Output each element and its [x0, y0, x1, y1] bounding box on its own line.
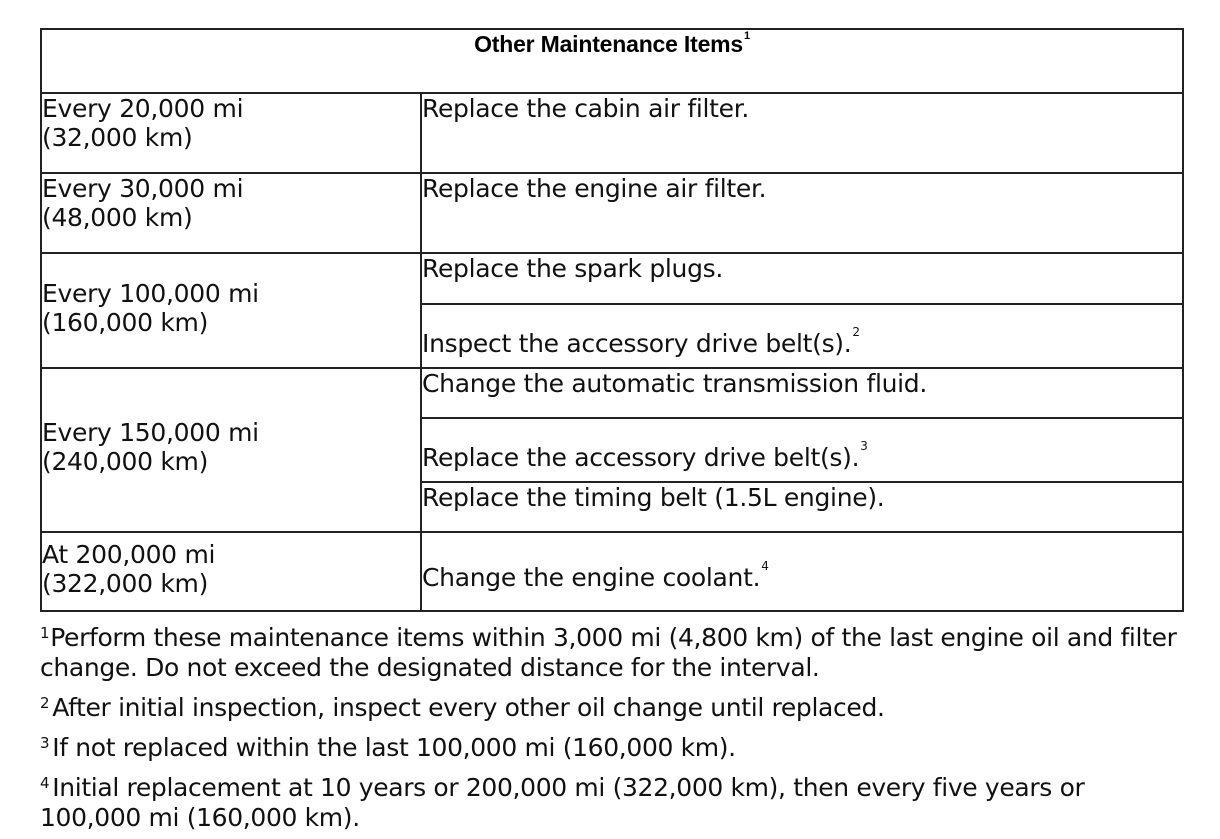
- footnote-text: Initial replacement at 10 years or 200,000 mi (322,000 km), then every five years or 100,000 mi (160,000 km).: [40, 773, 1085, 832]
- footnote-text: Perform these maintenance items within 3,000 mi (4,800 km) of the last engine oil and filter change. Do not exceed the designated distance for the interval.: [40, 623, 1177, 682]
- task-cell: [421, 93, 1183, 173]
- footnote-number: 3: [40, 734, 50, 752]
- interval-km: (32,000 km): [42, 123, 193, 152]
- task-text: Change the automatic transmission fluid.: [422, 369, 928, 398]
- task-text: Inspect the accessory drive belt(s).: [422, 329, 852, 358]
- interval-cell: [41, 532, 421, 611]
- table-row: [41, 253, 1183, 304]
- task-cell: [421, 482, 1183, 532]
- maintenance-page: [40, 28, 1182, 838]
- interval-miles: At 200,000 mi: [42, 539, 216, 569]
- interval-km: (240,000 km): [42, 447, 209, 476]
- table-row: [41, 173, 1183, 253]
- footnote-4: [40, 768, 1182, 833]
- footnotes: [40, 618, 1182, 833]
- task-cell: [421, 173, 1183, 253]
- task-text: Replace the timing belt (1.5L engine).: [422, 483, 885, 512]
- interval-cell: [41, 253, 421, 368]
- table-title-text: Other Maintenance Items: [474, 31, 743, 57]
- interval-miles: Every 100,000 mi: [42, 278, 259, 308]
- table-title-footnote: 1: [744, 30, 750, 42]
- task-text: Replace the cabin air filter.: [422, 94, 750, 123]
- footnote-number: 4: [40, 774, 50, 792]
- task-footnote: 4: [761, 558, 769, 573]
- interval-km: (48,000 km): [42, 203, 193, 232]
- task-cell: [421, 418, 1183, 482]
- footnote-2: [40, 688, 1182, 723]
- footnote-text: After initial inspection, inspect every other oil change until replaced.: [52, 693, 885, 722]
- task-cell: [421, 532, 1183, 611]
- task-text: Replace the spark plugs.: [422, 254, 724, 283]
- interval-km: (322,000 km): [42, 568, 209, 598]
- footnote-1: [40, 618, 1182, 683]
- maintenance-table: [40, 28, 1184, 612]
- interval-km: (160,000 km): [42, 307, 209, 337]
- task-text: Replace the accessory drive belt(s).: [422, 443, 860, 472]
- task-cell: [421, 304, 1183, 368]
- table-row: [41, 532, 1183, 611]
- interval-cell: [41, 173, 421, 253]
- table-row: [41, 93, 1183, 173]
- table-title: [41, 29, 1183, 93]
- interval-miles: Every 20,000 mi: [42, 94, 244, 123]
- task-cell: [421, 368, 1183, 418]
- task-footnote: 3: [860, 439, 868, 453]
- interval-cell: [41, 368, 421, 532]
- task-cell: [421, 253, 1183, 304]
- table-header-row: [41, 29, 1183, 93]
- footnote-number: 2: [40, 694, 50, 712]
- interval-miles: Every 150,000 mi: [42, 418, 259, 447]
- footnote-number: 1: [40, 624, 50, 642]
- interval-miles: Every 30,000 mi: [42, 174, 244, 203]
- interval-cell: [41, 93, 421, 173]
- footnote-text: If not replaced within the last 100,000 mi (160,000 km).: [52, 733, 736, 762]
- footnote-3: [40, 728, 1182, 763]
- table-row: [41, 368, 1183, 418]
- task-footnote: 2: [852, 325, 860, 339]
- task-text: Change the engine coolant.: [422, 562, 761, 592]
- task-text: Replace the engine air filter.: [422, 174, 767, 203]
